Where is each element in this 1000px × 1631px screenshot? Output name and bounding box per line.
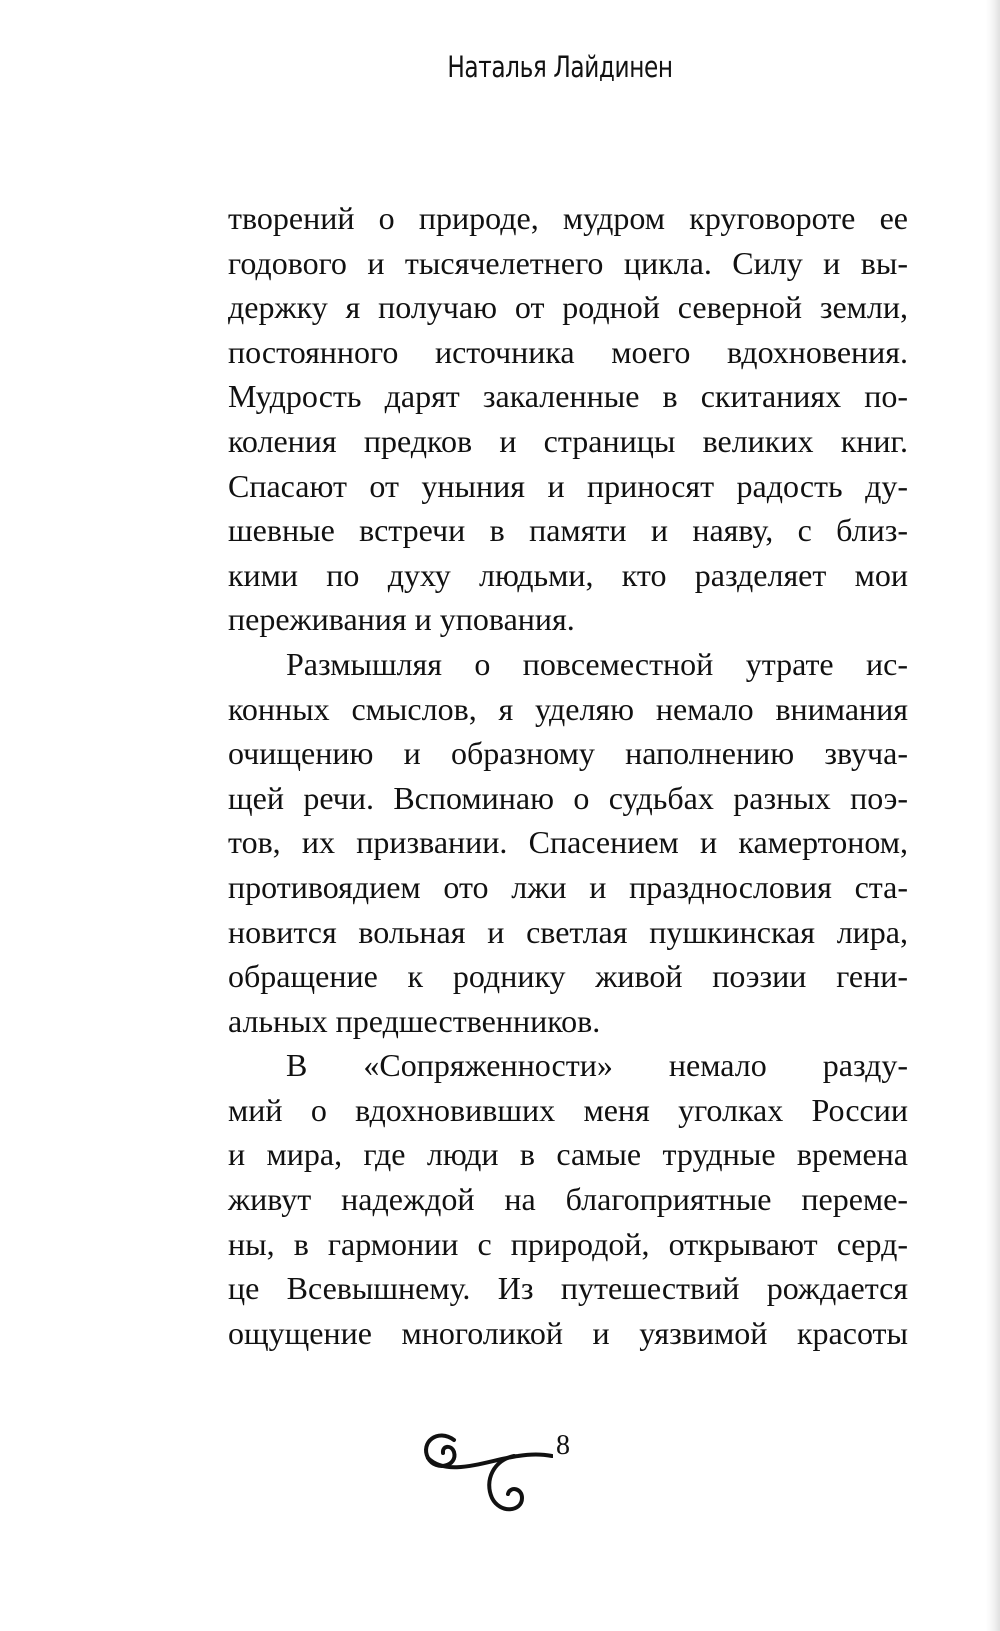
text-line: Размышляя о повсеместной утрате ис- bbox=[286, 645, 908, 682]
text-line: годового и тысячелетнего цикла. Силу и вы- bbox=[228, 244, 908, 281]
text-line: творений о природе, мудром круговороте ее bbox=[228, 200, 908, 236]
text-line: постоянного источника моего вдохновения. bbox=[228, 333, 908, 370]
text-line: це Всевышнему. Из путешествий рождается bbox=[228, 1270, 908, 1307]
page-edge-shadow bbox=[986, 0, 1000, 1631]
text-line: щей речи. Вспоминаю о судьбах разных поэ- bbox=[228, 779, 908, 816]
text-line: ощущение многоликой и уязвимой красоты bbox=[228, 1314, 908, 1351]
text-line: Спасают от уныния и приносят радость ду- bbox=[228, 467, 908, 504]
text-line: ны, в гармонии с природой, открывают серд- bbox=[228, 1225, 908, 1262]
running-header-author: Наталья Лайдинен bbox=[447, 50, 673, 84]
text-line: обращение к роднику живой поэзии гени- bbox=[228, 958, 908, 995]
text-line: новится вольная и светлая пушкинская лира, bbox=[228, 913, 908, 950]
page-footer bbox=[418, 1420, 588, 1530]
swirl-ornament-icon bbox=[418, 1420, 553, 1525]
text-line: шевные встречи в памяти и наяву, с близ- bbox=[228, 512, 908, 549]
text-line: альных предшественников. bbox=[228, 1002, 601, 1039]
text-line: и мира, где люди в самые трудные времена bbox=[228, 1136, 908, 1173]
text-line: В «Сопряженности» немало разду- bbox=[286, 1047, 908, 1084]
text-line: переживания и упования. bbox=[228, 601, 575, 638]
text-line: конных смыслов, я уделяю немало внимания bbox=[228, 690, 908, 727]
text-line: держку я получаю от родной северной земли, bbox=[228, 289, 908, 326]
text-line: мий о вдохновивших меня уголках России bbox=[228, 1091, 908, 1128]
text-line: противоядием ото лжи и празднословия ста- bbox=[228, 868, 908, 905]
text-line: живут надеждой на благоприятные переме- bbox=[228, 1181, 908, 1218]
text-line: очищению и образному наполнению звуча- bbox=[228, 735, 908, 772]
text-line: тов, их призвании. Спасением и камертоном, bbox=[228, 824, 908, 861]
text-line: коления предков и страницы великих книг. bbox=[228, 422, 908, 459]
text-line: кими по духу людьми, кто разделяет мои bbox=[228, 556, 908, 593]
page-number: 8 bbox=[556, 1430, 570, 1461]
text-line: Мудрость дарят закаленные в скитаниях по- bbox=[228, 378, 908, 415]
body-text bbox=[228, 196, 908, 1355]
